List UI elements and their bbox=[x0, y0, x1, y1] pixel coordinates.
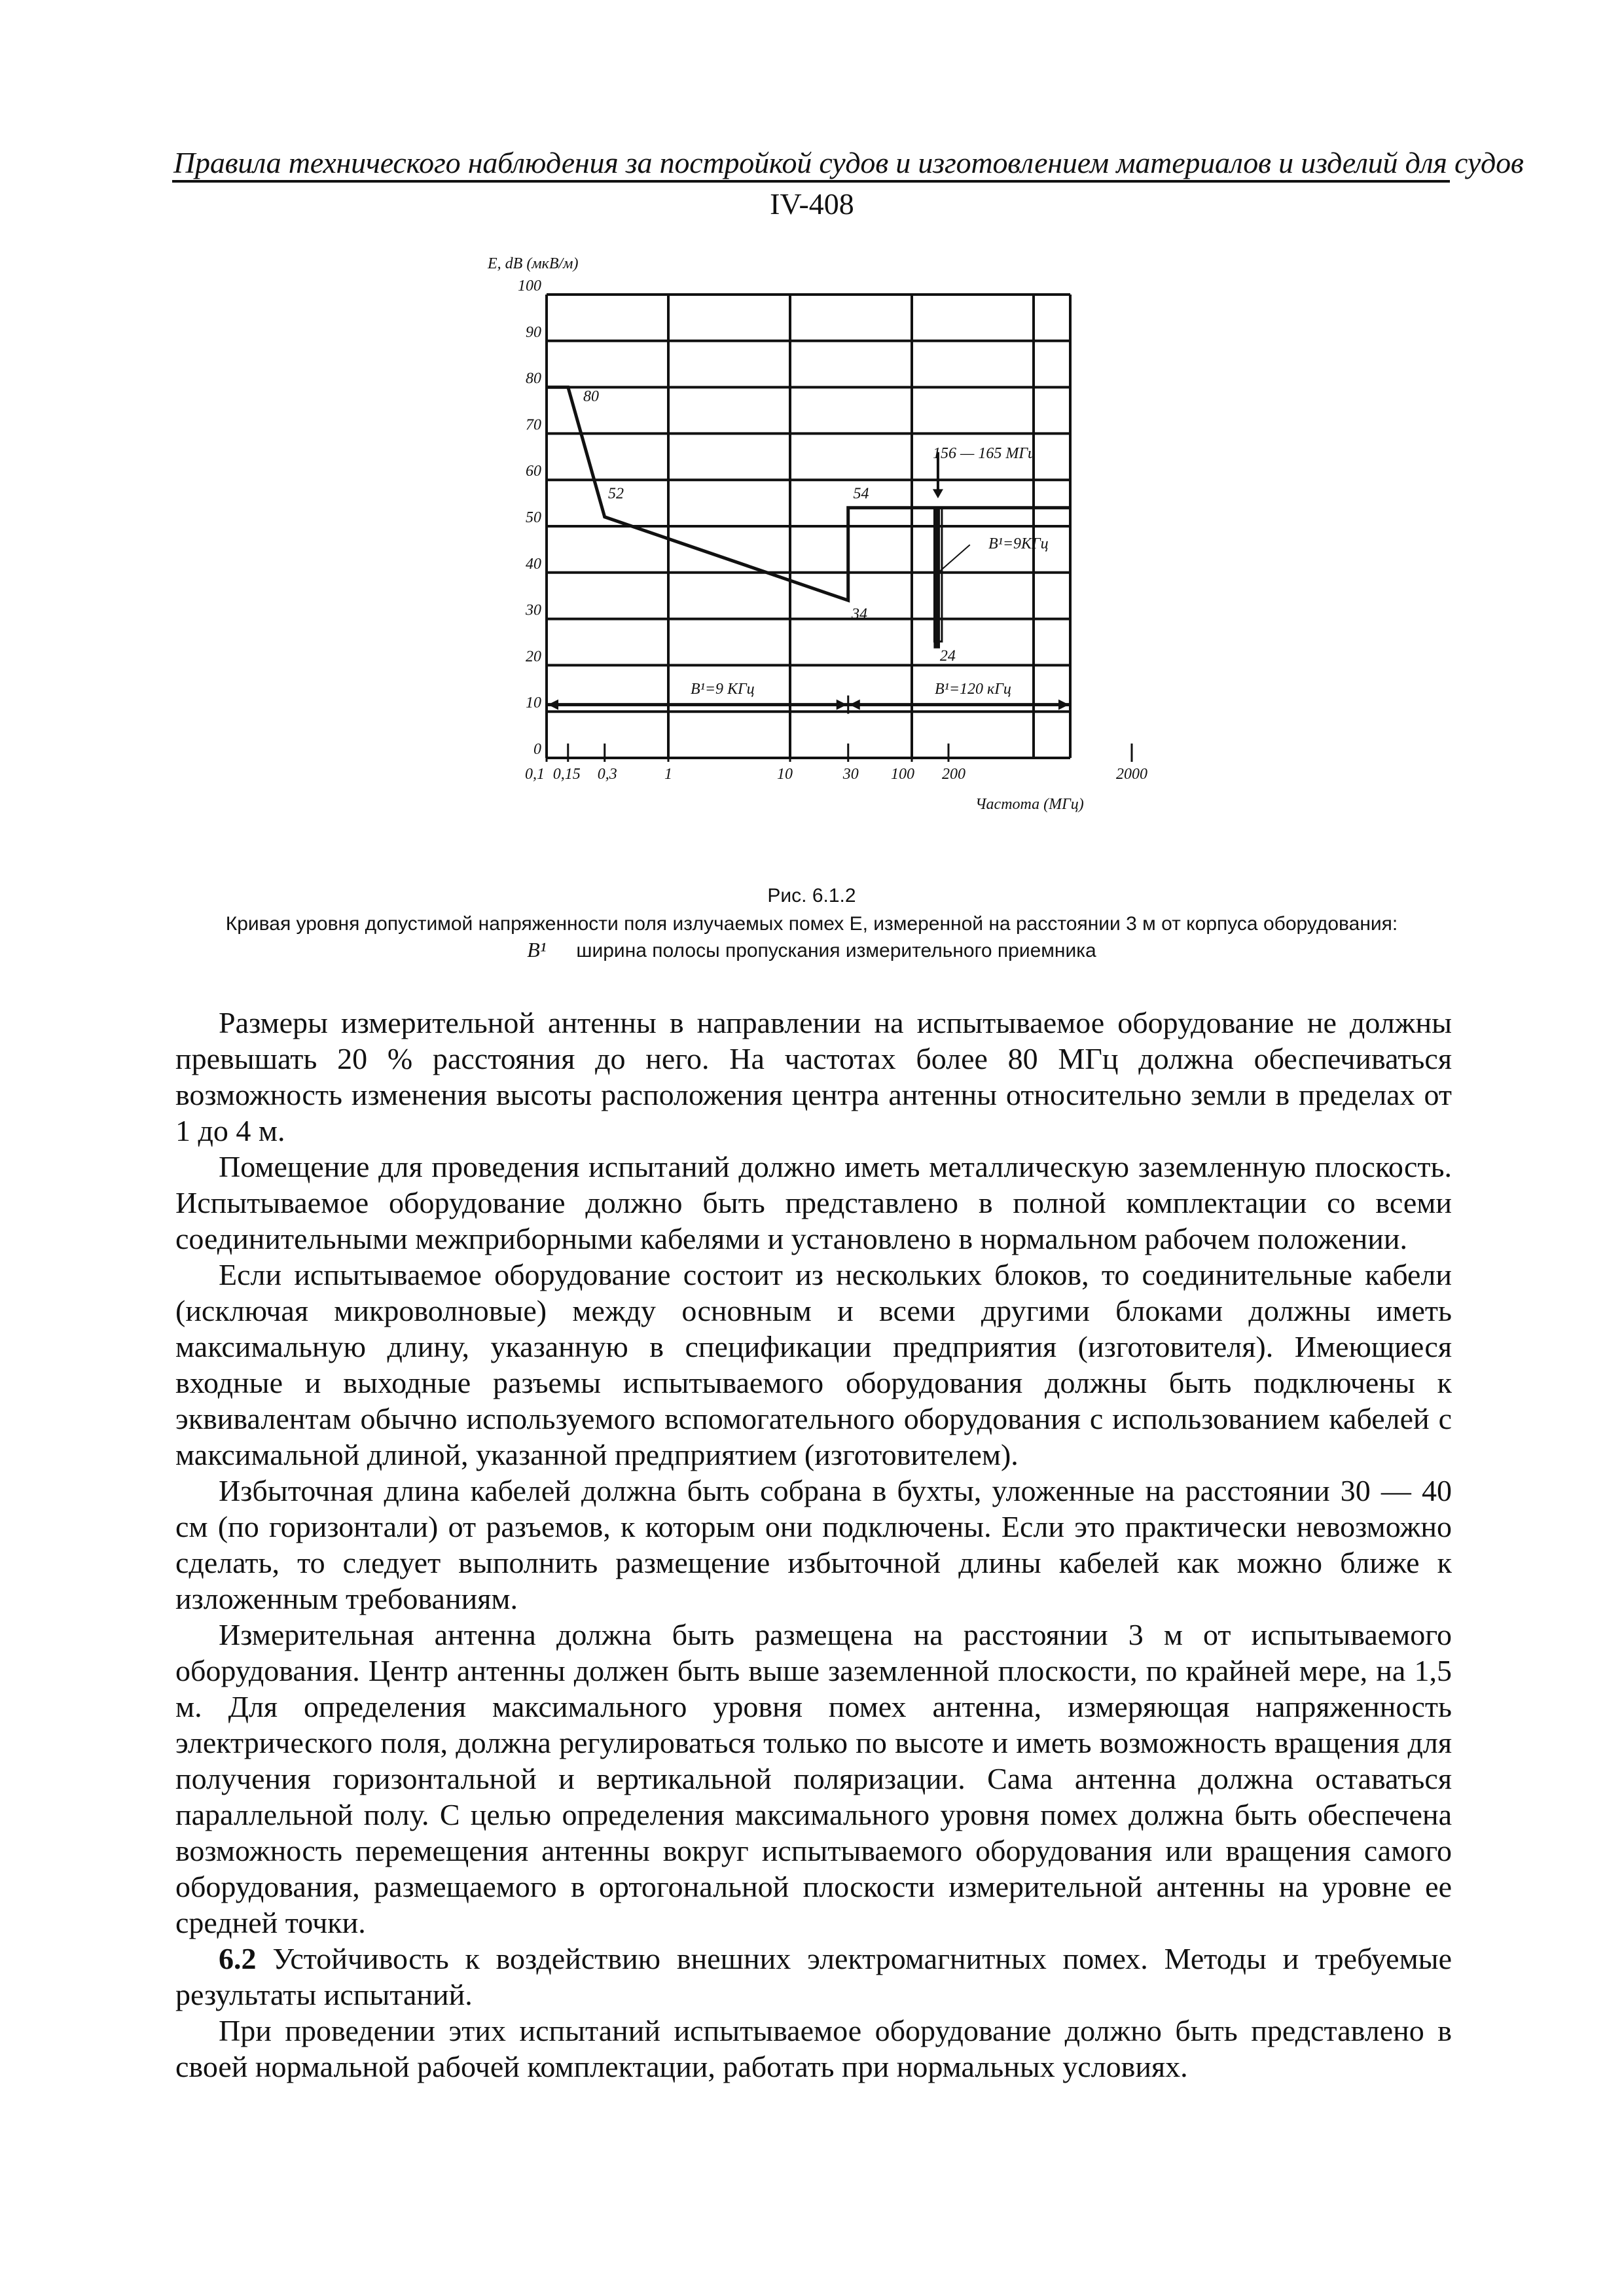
x-tick-label: 0,3 bbox=[597, 766, 617, 783]
bandwidth-arrowhead bbox=[548, 700, 558, 710]
point-label: 24 bbox=[939, 647, 956, 665]
band-annotation: 156 — 165 МГц bbox=[933, 445, 1036, 462]
section-heading bbox=[175, 1941, 1452, 2013]
y-tick-label: 80 bbox=[526, 370, 541, 387]
figure-legend-b bbox=[157, 937, 1466, 963]
x-tick-label: 2000 bbox=[1116, 766, 1148, 783]
section-number: 6.2 bbox=[219, 1942, 257, 1975]
paragraph: Если испытываемое оборудование состоит из нескольких блоков, то соединительные кабели (исключая микроволновые) между основным и всеми другими блоками должны иметь максимальную длину, указанную в спецификации предприятия (изготовителя). Имеющиеся входные и выходные разъемы испытываемого оборудования должны быть подключены к эквивалентам обычно используемого вспомогательного оборудования с использованием кабелей с максимальной длиной, указанной предприятием (изготовителем). bbox=[175, 1258, 1452, 1471]
x-tick-label: 100 bbox=[891, 766, 915, 783]
point-label: 54 bbox=[853, 485, 869, 503]
x-tick-label: 30 bbox=[842, 766, 859, 783]
section-title: Устойчивость к воздействию внешних электромагнитных помех. Методы и требуемые результаты испытаний. bbox=[175, 1942, 1452, 2011]
y-tick-label: 20 bbox=[526, 648, 541, 666]
bandwidth-markers bbox=[547, 452, 1070, 714]
bandwidth-low-label: B¹=9 КГц bbox=[691, 681, 755, 698]
y-tick-labels bbox=[518, 278, 541, 758]
bandwidth-high-label: B¹=120 кГц bbox=[935, 681, 1011, 698]
band-arrowhead bbox=[933, 489, 943, 498]
b-symbol: B¹ bbox=[527, 938, 547, 961]
running-header: Правила технического наблюдения за постройкой судов и изготовлением материалов и изделий для судов bbox=[173, 146, 1524, 179]
point-label: 52 bbox=[607, 485, 624, 503]
y-tick-label: 30 bbox=[526, 601, 541, 619]
x-tick-label: 0,1 bbox=[525, 766, 545, 783]
notch-bandwidth-label: B¹=9КГц bbox=[988, 535, 1049, 552]
y-axis-label: E, dB (мкВ/м) bbox=[488, 255, 579, 272]
paragraph: При проведении этих испытаний испытываемое оборудование должно быть представлено в своей нормальной рабочей комплектации, работать при нормальных условиях. bbox=[175, 2014, 1452, 2083]
b-definition: ширина полосы пропускания измерительного приемника bbox=[576, 940, 1096, 961]
paragraph: Размеры измерительной антенны в направлении на испытываемое оборудование не должны превышать 20 % расстояния до него. На частотах более 80 МГц должна обеспечиваться возможность изменения высоты расположения центра антенны относительно земли в пределах от 1 до 4 м. bbox=[175, 1006, 1452, 1147]
y-tick-label: 70 bbox=[526, 416, 541, 434]
x-tick-labels bbox=[525, 744, 1147, 783]
paragraph: Помещение для проведения испытаний должно иметь металлическую заземленную плоскость. Испытываемое оборудование должно быть представлено в полной комплектации со всеми соединительными межприборными кабелями и установлено в нормальном рабочем положении. bbox=[175, 1150, 1452, 1255]
bandwidth-arrowhead bbox=[850, 700, 860, 710]
page-number: IV-408 bbox=[770, 187, 854, 221]
notch-leader bbox=[938, 545, 969, 572]
header-rule bbox=[172, 180, 1450, 183]
y-tick-label: 40 bbox=[526, 555, 541, 573]
y-tick-label: 0 bbox=[533, 741, 541, 758]
y-tick-label: 10 bbox=[526, 694, 541, 712]
x-axis-label: Частота (МГц) bbox=[975, 796, 1084, 813]
x-tick-label: 200 bbox=[941, 766, 965, 783]
bandwidth-arrowhead bbox=[837, 700, 847, 710]
x-tick-label: 1 bbox=[664, 766, 673, 783]
figure-label: Рис. 6.1.2 bbox=[767, 885, 856, 906]
emission-limit-chart bbox=[458, 242, 1165, 831]
point-label: 80 bbox=[583, 387, 599, 405]
y-tick-label: 50 bbox=[526, 509, 541, 526]
y-tick-label: 100 bbox=[518, 278, 541, 295]
x-tick-label: 0,15 bbox=[552, 766, 581, 783]
point-label: 34 bbox=[851, 605, 867, 623]
figure-caption: Кривая уровня допустимой напряженности поля излучаемых помех E, измеренной на расстоянии 3 м от корпуса оборудования: bbox=[225, 913, 1398, 935]
y-tick-label: 60 bbox=[526, 463, 541, 480]
paragraph: Измерительная антенна должна быть размещена на расстоянии 3 м от испытываемого оборудования. Центр антенны должен быть выше заземленной плоскости, по крайней мере, на 1,5 м. Для определения максимального уровня помех антенна, измеряющая напряженность электрического поля, должна регулироваться только по высоте и иметь возможность вращения для получения горизонтальной и вертикальной поляризации. Сама антенна должна оставаться параллельной полу. С целью определения максимального уровня помех должна быть обеспечена возможность перемещения антенны вокруг испытываемого оборудования или вращения самого оборудования, размещаемого в ортогональной плоскости измерительной антенны на уровне ее средней точки. bbox=[175, 1618, 1452, 1939]
paragraph: Избыточная длина кабелей должна быть собрана в бухты, уложенные на расстоянии 30 — 40 см (по горизонтали) от разъемов, к которым они подключены. Если это практически невозможно сделать, то следует выполнить размещение избыточной длины кабелей как можно ближе к изложенным требованиям. bbox=[175, 1474, 1452, 1615]
bandwidth-arrowhead bbox=[1058, 700, 1069, 710]
body-text bbox=[175, 1005, 1452, 2085]
y-tick-label: 90 bbox=[526, 323, 541, 341]
limit-curve bbox=[547, 387, 1070, 647]
x-tick-label: 10 bbox=[777, 766, 793, 783]
